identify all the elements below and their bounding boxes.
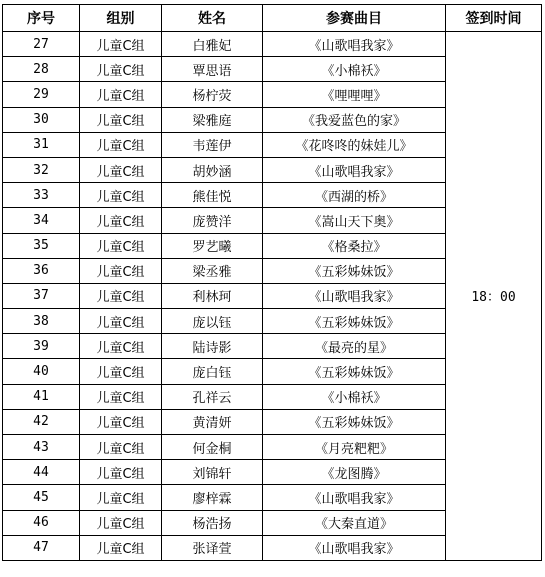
song-cell: 《五彩姊妹饭》 [263,309,446,334]
seq-cell: 28 [3,57,80,82]
song-cell: 《哩哩哩》 [263,82,446,107]
name-cell: 黄清妍 [162,409,263,434]
group-cell: 儿童C组 [80,32,162,57]
song-cell: 《花咚咚的妹娃儿》 [263,132,446,157]
name-cell: 杨柠荧 [162,82,263,107]
song-cell: 《五彩姊妹饭》 [263,258,446,283]
name-cell: 熊佳悦 [162,183,263,208]
seq-cell: 41 [3,384,80,409]
name-cell: 庞白钰 [162,359,263,384]
table-row [3,32,542,57]
song-cell: 《五彩姊妹饭》 [263,409,446,434]
seq-cell: 42 [3,409,80,434]
seq-cell: 40 [3,359,80,384]
song-cell: 《山歌唱我家》 [263,535,446,560]
name-cell: 庞以钰 [162,309,263,334]
song-cell: 《山歌唱我家》 [263,157,446,182]
name-cell: 梁雅庭 [162,107,263,132]
header-row [3,5,542,32]
seq-cell: 38 [3,309,80,334]
group-cell: 儿童C组 [80,132,162,157]
name-cell: 刘锦轩 [162,460,263,485]
song-cell: 《小棉袄》 [263,384,446,409]
name-cell: 庞赞洋 [162,208,263,233]
name-cell: 白雅妃 [162,32,263,57]
group-cell: 儿童C组 [80,183,162,208]
group-cell: 儿童C组 [80,359,162,384]
seq-cell: 32 [3,157,80,182]
header-checkin-time: 签到时间 [446,5,542,32]
seq-cell: 43 [3,435,80,460]
name-cell: 张译萱 [162,535,263,560]
group-cell: 儿童C组 [80,510,162,535]
header-song: 参赛曲目 [263,5,446,32]
seq-cell: 34 [3,208,80,233]
group-cell: 儿童C组 [80,334,162,359]
header-name: 姓名 [162,5,263,32]
group-cell: 儿童C组 [80,485,162,510]
song-cell: 《小棉袄》 [263,57,446,82]
song-cell: 《山歌唱我家》 [263,32,446,57]
group-cell: 儿童C组 [80,309,162,334]
name-cell: 覃思语 [162,57,263,82]
seq-cell: 29 [3,82,80,107]
song-cell: 《月亮粑粑》 [263,435,446,460]
group-cell: 儿童C组 [80,258,162,283]
song-cell: 《山歌唱我家》 [263,283,446,308]
name-cell: 陆诗影 [162,334,263,359]
name-cell: 廖梓霖 [162,485,263,510]
seq-cell: 44 [3,460,80,485]
checkin-time-cell: 18：00 [446,32,542,561]
group-cell: 儿童C组 [80,283,162,308]
song-cell: 《五彩姊妹饭》 [263,359,446,384]
group-cell: 儿童C组 [80,157,162,182]
group-cell: 儿童C组 [80,535,162,560]
name-cell: 胡妙涵 [162,157,263,182]
group-cell: 儿童C组 [80,107,162,132]
group-cell: 儿童C组 [80,82,162,107]
seq-cell: 45 [3,485,80,510]
group-cell: 儿童C组 [80,460,162,485]
name-cell: 利林珂 [162,283,263,308]
group-cell: 儿童C组 [80,233,162,258]
name-cell: 韦莲伊 [162,132,263,157]
seq-cell: 33 [3,183,80,208]
seq-cell: 35 [3,233,80,258]
song-cell: 《最亮的星》 [263,334,446,359]
seq-cell: 39 [3,334,80,359]
name-cell: 孔祥云 [162,384,263,409]
seq-cell: 36 [3,258,80,283]
seq-cell: 47 [3,535,80,560]
seq-cell: 30 [3,107,80,132]
group-cell: 儿童C组 [80,384,162,409]
song-cell: 《西湖的桥》 [263,183,446,208]
song-cell: 《山歌唱我家》 [263,485,446,510]
seq-cell: 31 [3,132,80,157]
seq-cell: 46 [3,510,80,535]
song-cell: 《嵩山天下奥》 [263,208,446,233]
group-cell: 儿童C组 [80,409,162,434]
group-cell: 儿童C组 [80,435,162,460]
song-cell: 《我爱蓝色的家》 [263,107,446,132]
seq-cell: 27 [3,32,80,57]
song-cell: 《格桑拉》 [263,233,446,258]
header-group: 组别 [80,5,162,32]
seq-cell: 37 [3,283,80,308]
table-body [3,32,542,561]
name-cell: 杨浩扬 [162,510,263,535]
song-cell: 《大秦直道》 [263,510,446,535]
group-cell: 儿童C组 [80,208,162,233]
name-cell: 罗艺曦 [162,233,263,258]
group-cell: 儿童C组 [80,57,162,82]
header-seq: 序号 [3,5,80,32]
name-cell: 梁丞雅 [162,258,263,283]
registration-table [2,4,542,561]
name-cell: 何金桐 [162,435,263,460]
song-cell: 《龙图腾》 [263,460,446,485]
